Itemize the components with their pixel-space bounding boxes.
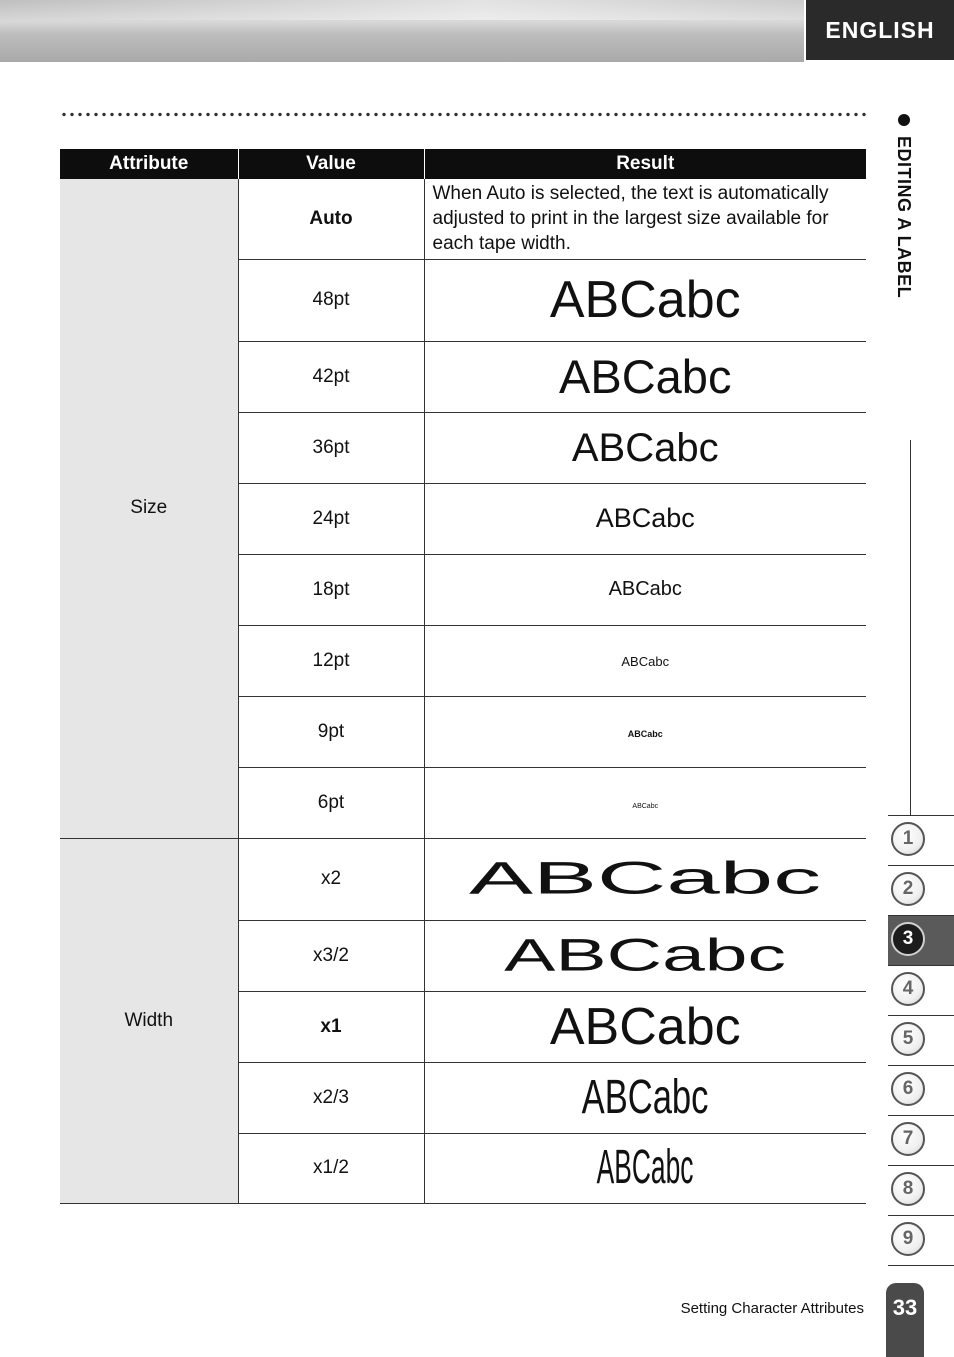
dotted-divider [60,112,866,117]
result-sample-cell [424,483,866,554]
section-bullet-icon [898,114,910,126]
result-sample: ABCabc [559,350,732,403]
chapter-tab-8[interactable] [888,1165,954,1215]
chapter-tab-4[interactable] [888,965,954,1015]
footer-caption: Setting Character Attributes [680,1300,864,1317]
chapter-number: 9 [891,1222,925,1256]
table-row [60,838,866,920]
result-sample-cell [424,1133,866,1203]
character-attribute-table [60,149,866,1204]
result-sample-cell [424,767,866,838]
value-cell: 18pt [238,554,424,625]
result-sample: ABCabc [621,653,670,669]
table-header-row [60,149,866,179]
chapter-tab-1[interactable] [888,815,954,865]
result-sample: ABCabc [595,502,695,533]
result-sample: ABCabc [571,425,719,470]
result-sample-cell [424,1062,866,1133]
chapter-number: 1 [891,822,925,856]
result-sample-cell [424,412,866,483]
chapter-tab-6[interactable] [888,1065,954,1115]
value-cell: 6pt [238,767,424,838]
chapter-number: 4 [891,972,925,1006]
chapter-number: 8 [891,1172,925,1206]
header-band [0,0,804,62]
value-cell: 9pt [238,696,424,767]
value-cell: 24pt [238,483,424,554]
value-cell: Auto [238,179,424,259]
header-value: Value [238,149,424,179]
result-sample-cell [424,554,866,625]
chapter-tab-5[interactable] [888,1015,954,1065]
chapter-number: 7 [891,1122,925,1156]
section-title: EDITING A LABEL [894,136,914,299]
result-sample-cell [424,920,866,991]
width-attribute-cell: Width [60,838,238,1203]
result-sample: ABCabc [596,1141,694,1194]
value-cell: 48pt [238,259,424,341]
result-description: When Auto is selected, the text is automatically adjusted to print in the largest size available for each tape width. [424,179,866,259]
result-sample: ABCabc [504,929,787,981]
chapter-number: 2 [891,872,925,906]
result-sample-cell [424,259,866,341]
table-row [60,179,866,259]
result-sample: ABCabc [549,271,741,329]
result-sample: ABCabc [608,577,682,600]
value-cell: x2 [238,838,424,920]
language-tab: ENGLISH [806,0,954,60]
result-sample-cell [424,341,866,412]
value-cell: 12pt [238,625,424,696]
result-sample: ABCabc [632,802,659,810]
value-cell: 42pt [238,341,424,412]
chapter-number: 3 [891,922,925,956]
page-number: 33 [886,1283,924,1357]
result-sample: ABCabc [627,728,663,739]
value-cell: x3/2 [238,920,424,991]
value-cell: x1/2 [238,1133,424,1203]
value-cell: x1 [238,991,424,1062]
result-sample: ABCabc [549,997,741,1056]
chapter-tab-2[interactable] [888,865,954,915]
result-sample-cell [424,991,866,1062]
value-cell: x2/3 [238,1062,424,1133]
chapter-tab-9[interactable] [888,1215,954,1266]
chapter-number: 6 [891,1072,925,1106]
result-sample-cell [424,696,866,767]
value-cell: 36pt [238,412,424,483]
result-sample-cell [424,838,866,920]
header-attribute: Attribute [60,149,238,179]
chapter-number: 5 [891,1022,925,1056]
chapter-index [888,815,954,1266]
header-result: Result [424,149,866,179]
chapter-tab-3[interactable] [888,915,954,965]
side-divider [910,440,911,816]
chapter-tab-7[interactable] [888,1115,954,1165]
result-sample: ABCabc [581,1070,709,1124]
result-sample: ABCabc [469,853,822,904]
size-attribute-cell: Size [60,179,238,838]
result-sample-cell [424,625,866,696]
